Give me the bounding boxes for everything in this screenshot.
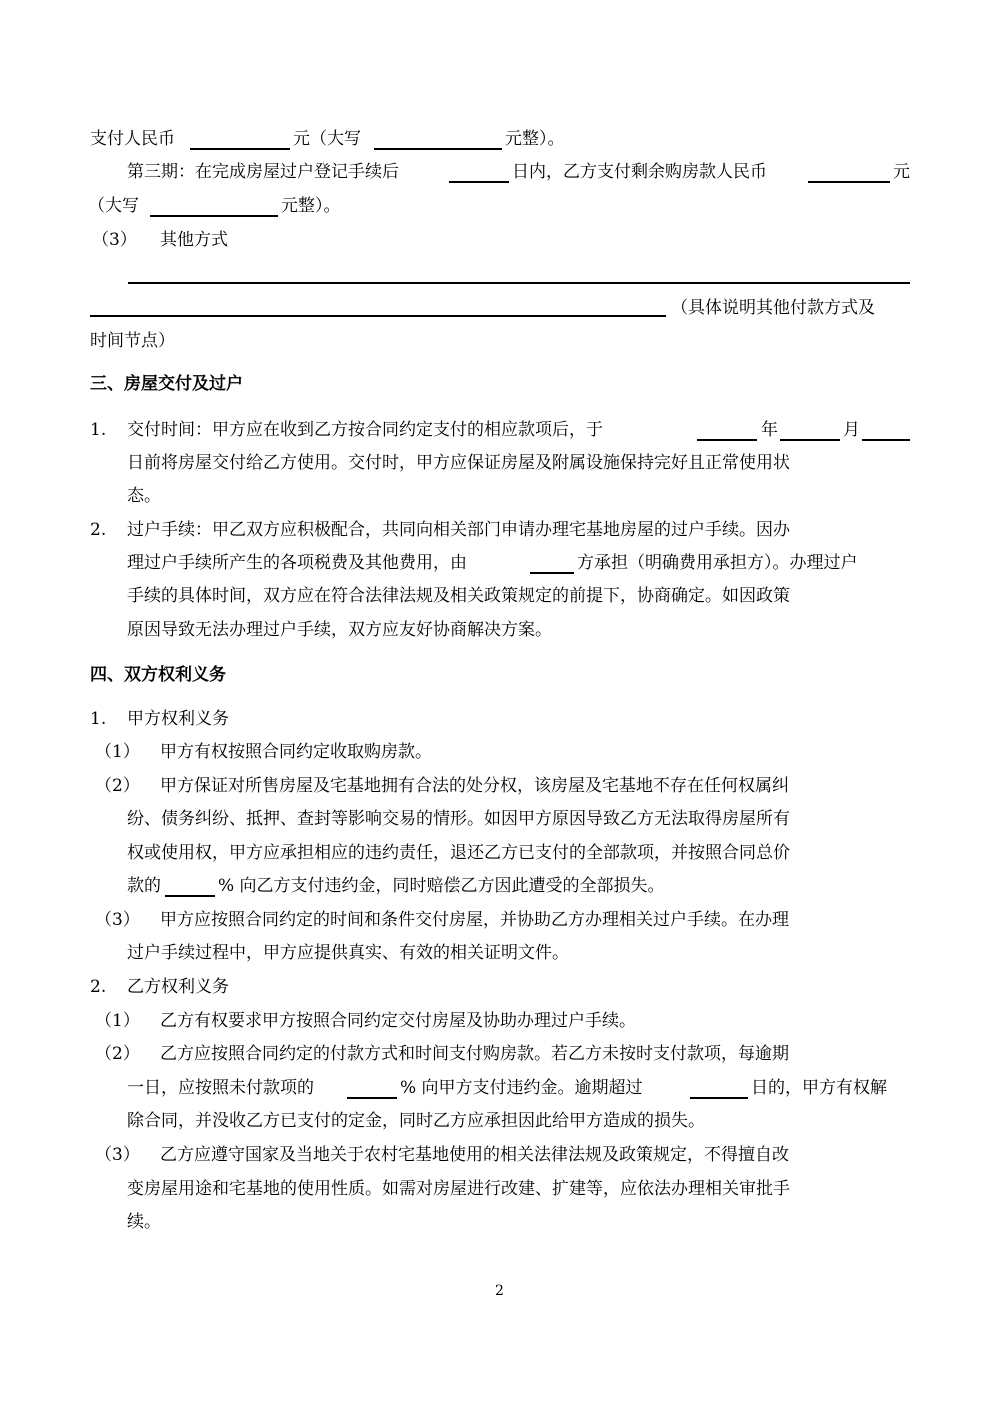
item-number: （2） bbox=[95, 1044, 140, 1064]
text-line bbox=[0, 552, 999, 576]
text-line bbox=[0, 1110, 999, 1134]
text: 其他方式 bbox=[160, 230, 228, 250]
text-line bbox=[0, 708, 999, 732]
text-line bbox=[0, 1211, 999, 1235]
text: % 向乙方支付违约金，同时赔偿乙方因此遭受的全部损失。 bbox=[218, 876, 665, 896]
blank-amount-words bbox=[150, 197, 278, 217]
text-line bbox=[0, 942, 999, 966]
text: 交付时间：甲方应在收到乙方按合同约定支付的相应款项后，于 bbox=[127, 420, 603, 440]
text: 乙方应按照合同约定的付款方式和时间支付购房款。若乙方未按时支付款项，每逾期 bbox=[160, 1044, 789, 1064]
text-line bbox=[0, 585, 999, 609]
section-heading bbox=[0, 664, 999, 688]
item-number: 2. bbox=[90, 977, 107, 997]
text: 过户手续：甲乙双方应积极配合，共同向相关部门申请办理宅基地房屋的过户手续。因办 bbox=[127, 520, 790, 540]
text-line bbox=[0, 519, 999, 543]
text: 过户手续过程中，甲方应提供真实、有效的相关证明文件。 bbox=[127, 943, 569, 963]
text-line bbox=[0, 1144, 999, 1168]
text-line bbox=[0, 161, 999, 185]
text: 手续的具体时间，双方应在符合法律法规及相关政策规定的前提下，协商确定。如因政策 bbox=[127, 586, 790, 606]
blank-party bbox=[530, 554, 574, 574]
blank-month bbox=[780, 421, 840, 441]
text-line bbox=[0, 1077, 999, 1101]
text: 理过户手续所产生的各项税费及其他费用，由 bbox=[127, 553, 467, 573]
text-line bbox=[0, 229, 999, 253]
text-line bbox=[0, 775, 999, 799]
text: 权或使用权，甲方应承担相应的违约责任，退还乙方已支付的全部款项，并按照合同总价 bbox=[127, 843, 790, 863]
text-line bbox=[0, 976, 999, 1000]
text: （大写 bbox=[88, 196, 139, 216]
text: （具体说明其他付款方式及 bbox=[671, 298, 875, 318]
item-number: 1. bbox=[90, 420, 107, 440]
text-line bbox=[0, 1043, 999, 1067]
text: % 向甲方支付违约金。逾期超过 bbox=[400, 1078, 643, 1098]
item-number: 1. bbox=[90, 709, 107, 729]
section-heading bbox=[0, 373, 999, 397]
text: 乙方有权要求甲方按照合同约定交付房屋及协助办理过户手续。 bbox=[160, 1011, 636, 1031]
text-line bbox=[0, 452, 999, 476]
text: 款的 bbox=[127, 876, 161, 896]
text: 原因导致无法办理过户手续，双方应友好协商解决方案。 bbox=[127, 620, 552, 640]
blank-year bbox=[697, 421, 757, 441]
text: 时间节点） bbox=[90, 331, 175, 351]
blank-days bbox=[449, 163, 509, 183]
text-line bbox=[0, 875, 999, 899]
text: 方承担（明确费用承担方）。办理过户 bbox=[577, 553, 858, 573]
text-line bbox=[0, 297, 999, 321]
text: 一日，应按照未付款项的 bbox=[127, 1078, 314, 1098]
text: 元 bbox=[893, 162, 910, 182]
page-number: 2 bbox=[495, 1283, 504, 1299]
item-number: （1） bbox=[95, 742, 140, 762]
text: 乙方应遵守国家及当地关于农村宅基地使用的相关法律法规及政策规定，不得擅自改 bbox=[160, 1145, 789, 1165]
blank-line bbox=[128, 282, 910, 284]
text: 甲方保证对所售房屋及宅基地拥有合法的处分权，该房屋及宅基地不存在任何权属纠 bbox=[160, 776, 789, 796]
item-number: （3） bbox=[95, 1145, 140, 1165]
text: 除合同，并没收乙方已支付的定金，同时乙方应承担因此给甲方造成的损失。 bbox=[127, 1111, 705, 1131]
text-line bbox=[0, 330, 999, 354]
item-number: （3） bbox=[92, 230, 137, 250]
text: 变房屋用途和宅基地的使用性质。如需对房屋进行改建、扩建等，应依法办理相关审批手 bbox=[127, 1179, 790, 1199]
text-line bbox=[0, 195, 999, 219]
text: 续。 bbox=[127, 1212, 161, 1232]
blank-percent bbox=[165, 877, 215, 897]
text: 甲方权利义务 bbox=[127, 709, 229, 729]
text: 日前将房屋交付给乙方使用。交付时，甲方应保证房屋及附属设施保持完好且正常使用状 bbox=[127, 453, 790, 473]
blank-percent bbox=[347, 1079, 397, 1099]
text-line bbox=[0, 1010, 999, 1034]
text-line bbox=[0, 842, 999, 866]
text-line bbox=[0, 619, 999, 643]
text: 月 bbox=[843, 420, 860, 440]
text: 态。 bbox=[127, 486, 161, 506]
text: 甲方应按照合同约定的时间和条件交付房屋，并协助乙方办理相关过户手续。在办理 bbox=[160, 910, 789, 930]
blank-amount bbox=[808, 163, 890, 183]
text-line bbox=[0, 419, 999, 443]
text-line bbox=[0, 128, 999, 152]
text: 乙方权利义务 bbox=[127, 977, 229, 997]
text-line bbox=[0, 1178, 999, 1202]
text: 第三期：在完成房屋过户登记手续后 bbox=[127, 162, 399, 182]
blank-days bbox=[690, 1079, 748, 1099]
text: 支付人民币 bbox=[90, 129, 175, 149]
text: 甲方有权按照合同约定收取购房款。 bbox=[160, 742, 432, 762]
text: 元整）。 bbox=[281, 196, 341, 216]
heading-text: 四、双方权利义务 bbox=[90, 665, 226, 685]
item-number: （2） bbox=[95, 776, 140, 796]
item-number: （3） bbox=[95, 910, 140, 930]
blank-amount-words bbox=[374, 130, 502, 150]
text-line bbox=[0, 808, 999, 832]
heading-text: 三、房屋交付及过户 bbox=[90, 374, 243, 394]
text-line bbox=[0, 485, 999, 509]
item-number: 2. bbox=[90, 520, 107, 540]
text: 元（大写 bbox=[293, 129, 361, 149]
blank-day bbox=[862, 421, 910, 441]
text: 元整）。 bbox=[505, 129, 565, 149]
text: 纷、债务纠纷、抵押、查封等影响交易的情形。如因甲方原因导致乙方无法取得房屋所有 bbox=[127, 809, 790, 829]
text: 年 bbox=[761, 420, 778, 440]
text: 日内，乙方支付剩余购房款人民币 bbox=[512, 162, 767, 182]
text-line bbox=[0, 741, 999, 765]
blank-amount bbox=[190, 130, 290, 150]
text: 日的，甲方有权解 bbox=[751, 1078, 887, 1098]
text-line bbox=[0, 909, 999, 933]
item-number: （1） bbox=[95, 1011, 140, 1031]
